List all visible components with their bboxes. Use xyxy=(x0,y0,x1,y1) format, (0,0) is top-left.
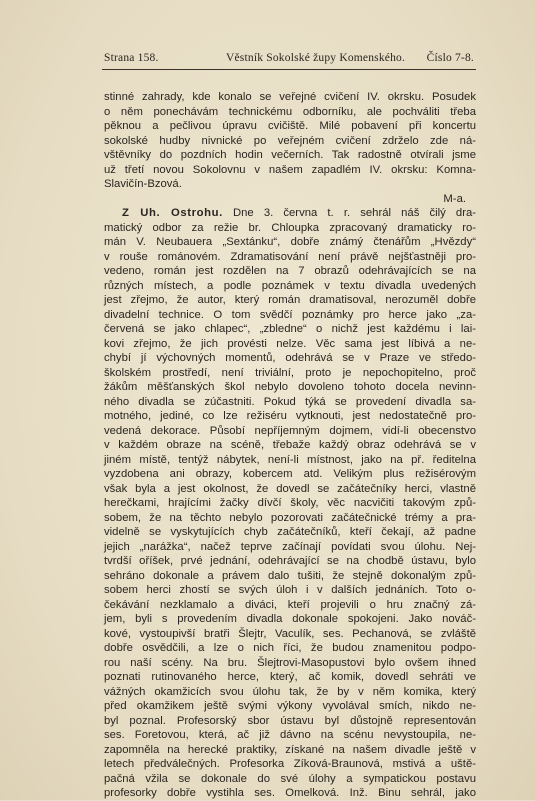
text-line: vyzdobena ani obrazy, kobercem atd. Velikým plus režisérovým xyxy=(104,468,476,480)
text-line: sehráno dokonale a právem dalo tušiti, že stejně dokonalým způ- xyxy=(104,569,476,582)
text-line: tvrdší oříšek, prvé jednání, odehrávající se na chodbě ústavu, bylo xyxy=(104,555,476,567)
text-line: rou naší scény. Na bru. Šlejtrovi-Masopustovi bylo ovšem ihned xyxy=(104,656,476,669)
text-line: žákům měšťanských škol nebylo dovoleno tohoto docela nevinn- xyxy=(104,381,476,393)
issue-number: Číslo 7-8. xyxy=(426,52,474,64)
text-line: Slavičín-Bzová. xyxy=(104,178,182,190)
running-header xyxy=(104,52,474,68)
text-line: vštěvníky do pozdních hodin večerních. Tak radostně otvírali jsme xyxy=(104,149,476,161)
article-first-line-text: Dne 3. června t. r. sehrál náš čilý dra- xyxy=(232,207,477,219)
author-signature: M-a. xyxy=(443,192,466,205)
text-line: už třetí novou Sokolovnu v našem zapadlém IV. okrsku: Komna- xyxy=(104,163,476,176)
text-line: byl poznal. Profesorský sbor ústavu byl důstojně representován xyxy=(104,714,476,727)
text-line: jejich „narážka“, načež teprve začínají povídati svou úlohu. Nej- xyxy=(104,540,476,553)
text-line: vedená dekorace. Působí nepříjemným dojmem, vidí-li obecenstvo xyxy=(104,424,476,437)
header-rule xyxy=(102,69,476,70)
text-line: čekávání nezklamalo a diváci, kteří projevili o hru značný zá- xyxy=(104,598,476,611)
text-line: stinné zahrady, kde konalo se veřejné cvičení IV. okrsku. Posudek xyxy=(104,91,476,103)
text-line: však byla a jest okolnost, že dovedl se začátečníky herci, vlastně xyxy=(104,482,476,495)
text-line: o něm ponechávám technickému odborníku, ale pochváliti třeba xyxy=(104,105,476,118)
text-line: videlně se vyskytujících chyb začátečníků, kteří čekají, až padne xyxy=(104,526,476,538)
page-number: Strana 158. xyxy=(104,52,159,64)
text-line: divadelní technice. O tom svědčí poznámky pro herce jako „za- xyxy=(104,308,476,321)
text-line: vážných okamžicích svou úlohu tak, že by v něm komika, který xyxy=(104,685,476,698)
text-line: dobře osvědčili, a lze o nich říci, že budou znamenitou podpo- xyxy=(104,642,476,654)
text-line: letech předválečných. Profesorka Zíková-Braunová, mstivá a uště- xyxy=(104,758,476,770)
text-line: pačná vžila se dokonale do své úlohy a sympatickou postavu xyxy=(104,772,476,785)
text-line: profesorky dobře vystihla ses. Omelková. Inž. Binu sehrál, jako xyxy=(104,787,476,799)
text-line: motného, jediné, co lze režiséru vytknouti, jest nedostatečně pro- xyxy=(104,410,476,422)
text-line: před okamžikem ještě svými výkony vyvolával smích, nikdo ne- xyxy=(104,700,476,712)
text-line: různých místech, a podle poznámek v textu divadla uvedených xyxy=(104,279,476,292)
text-line: v každém obraze na scéně, třebaže každý obraz odehrává se v xyxy=(104,439,476,451)
text-line: kovi zřejmo, že jich provésti nelze. Věc sama jest líbivá a ne- xyxy=(104,337,476,350)
text-line: jem, byli s provedením divadla dokonale spokojeni. Jako nováč- xyxy=(104,613,476,625)
text-line: sokolské hudby nivnické po veřejném cvičení zdrželo zde ná- xyxy=(104,134,476,147)
text-line: ného divadla se zúčastniti. Pokud týká se provedení divadla sa- xyxy=(104,395,476,408)
article-paragraph xyxy=(104,221,476,801)
text-line: školském prostředí, není triviální, proto je nepochopitelno, proč xyxy=(104,366,476,379)
journal-title: Věstník Sokolské župy Komenského. xyxy=(226,52,406,64)
article-heading: Z Uh. Ostrohu. xyxy=(122,207,223,219)
text-line: poznati rutinovaného herce, který, ač komik, dovedl sehráti ve xyxy=(104,671,476,683)
text-line: vedeno, román jest rozdělen na 7 obrazů odehrávajících se na xyxy=(104,265,476,277)
text-line: v rouše románovém. Zdramatisování není právě nejšťastněji pro- xyxy=(104,250,476,263)
text-line: sobem, že na těchto nebylo pozorovati začátečnické trémy a pra- xyxy=(104,511,476,524)
text-line: ses. Foretovou, která, ač již dávno na scénu nevystoupila, ne- xyxy=(104,729,476,741)
text-line: herečkami, hrajícími žačky dívčí školy, věc nacvičiti takovým způ- xyxy=(104,497,476,509)
paragraph-previous-report xyxy=(104,90,476,192)
text-line: pěknou a pečlivou úpravu cvičiště. Milé pobavení při koncertu xyxy=(104,120,476,132)
text-line: jiném místě, tentýž nábytek, není-li místnost, jako na př. ředitelna xyxy=(104,453,476,466)
text-line: zapomněla na herecké praktiky, získané na našem divadle ještě v xyxy=(104,743,476,756)
text-line: kové, vystoupivší bratři Šlejtr, Vaculík, ses. Pechanová, se zvláště xyxy=(104,627,476,640)
text-line: jest zřejmo, že autor, který román dramatisoval, nerozuměl dobře xyxy=(104,294,476,306)
body-text xyxy=(104,90,476,801)
text-line: mán V. Neubauera „Sextánku“, dobře známý čtenářům „Hvězdy“ xyxy=(104,236,476,248)
text-line: červená se jako chlapec“, „zbledne“ o nichž jest každému i lai- xyxy=(104,323,476,335)
article-first-line xyxy=(104,206,476,221)
text-line: chybí jí výchovných momentů, odehrává se v Praze ve středo- xyxy=(104,352,476,364)
text-line: sobem herci zhostí se svých úloh i v dalších jednáních. Toto o- xyxy=(104,584,476,596)
text-line: matický odbor za režie br. Chloupka zpracovaný dramaticky ro- xyxy=(104,221,476,234)
